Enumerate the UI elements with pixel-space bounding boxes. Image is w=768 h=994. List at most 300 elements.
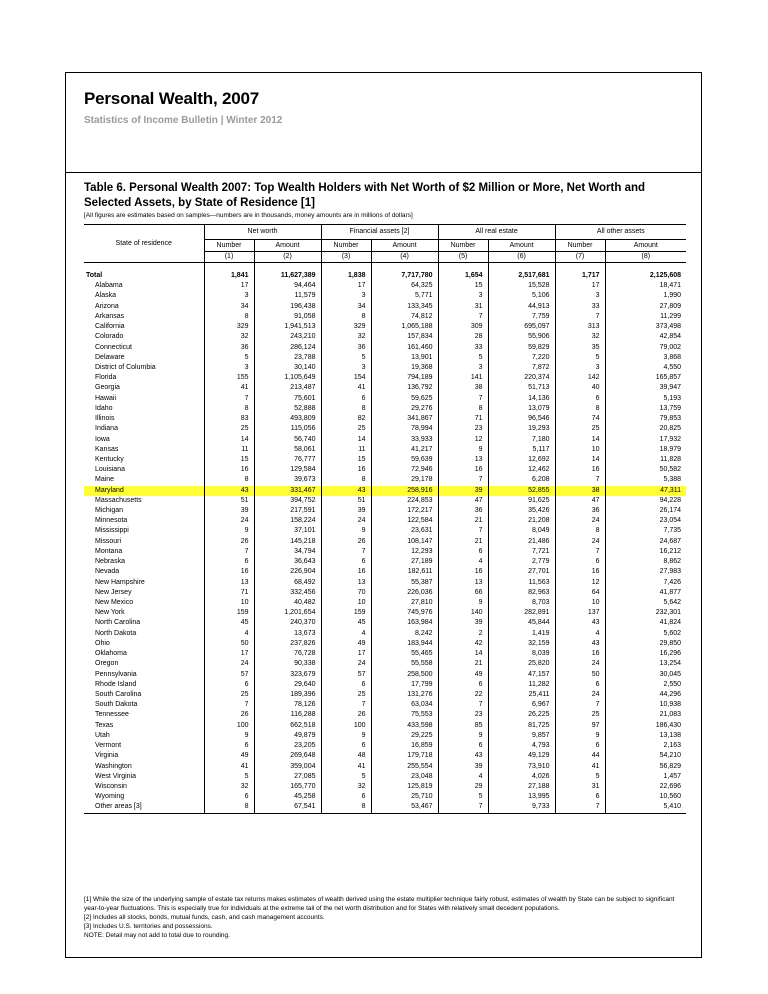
other-assets-amount: 8,862	[605, 557, 686, 567]
state-name: California	[95, 323, 125, 331]
financial-assets-amount: 64,325	[371, 281, 438, 291]
table-row	[84, 322, 686, 332]
net-worth-amount: 1,201,654	[254, 608, 321, 618]
financial-assets-amount: 182,611	[371, 567, 438, 577]
real-estate-amount: 19,293	[488, 424, 555, 434]
real-estate-amount: 59,829	[488, 343, 555, 353]
state-name: Louisiana	[95, 466, 125, 474]
net-worth-number: 45	[204, 618, 254, 628]
table-row	[84, 588, 686, 598]
state-name: Wisconsin	[95, 782, 127, 790]
real-estate-number: 21	[438, 537, 488, 547]
column-number: (5)	[438, 252, 488, 263]
financial-assets-number: 32	[321, 782, 371, 792]
real-estate-number: 7	[438, 700, 488, 710]
financial-assets-amount: 258,500	[371, 670, 438, 680]
table-row	[84, 741, 686, 751]
financial-assets-amount: 433,598	[371, 721, 438, 731]
real-estate-amount: 9,733	[488, 802, 555, 813]
financial-assets-number: 17	[321, 281, 371, 291]
other-assets-amount: 7,426	[605, 578, 686, 588]
state-name: Idaho	[95, 404, 113, 412]
real-estate-number: 42	[438, 639, 488, 649]
other-assets-amount: 27,809	[605, 302, 686, 312]
financial-assets-amount: 163,984	[371, 618, 438, 628]
net-worth-amount: 75,601	[254, 394, 321, 404]
other-assets-amount: 373,498	[605, 322, 686, 332]
table-row	[84, 506, 686, 516]
other-assets-amount: 2,125,608	[605, 271, 686, 281]
real-estate-number: 4	[438, 557, 488, 567]
net-worth-number: 15	[204, 455, 254, 465]
other-assets-number: 38	[555, 486, 605, 496]
financial-assets-amount: 16,859	[371, 741, 438, 751]
net-worth-amount: 30,140	[254, 363, 321, 373]
state-name: New Mexico	[95, 599, 134, 606]
financial-assets-amount: 1,065,188	[371, 322, 438, 332]
financial-assets-number: 26	[321, 537, 371, 547]
other-assets-number: 47	[555, 496, 605, 506]
real-estate-number: 12	[438, 435, 488, 445]
other-assets-number: 25	[555, 710, 605, 720]
net-worth-number: 11	[204, 445, 254, 455]
real-estate-amount: 7,180	[488, 435, 555, 445]
financial-assets-amount: 258,916	[371, 486, 438, 496]
table-row	[84, 353, 686, 363]
state-name: Iowa	[95, 435, 110, 443]
other-assets-number: 44	[555, 751, 605, 761]
document-subtitle: Statistics of Income Bulletin | Winter 2012	[84, 115, 283, 126]
amount-header: Amount	[254, 240, 321, 252]
real-estate-number: 6	[438, 680, 488, 690]
other-assets-amount: 5,642	[605, 598, 686, 608]
real-estate-amount: 26,225	[488, 710, 555, 720]
net-worth-amount: 269,648	[254, 751, 321, 761]
real-estate-amount: 27,701	[488, 567, 555, 577]
state-name: Florida	[95, 374, 117, 382]
financial-assets-number: 39	[321, 506, 371, 516]
group-header-other-assets: All other assets	[555, 225, 686, 240]
state-name: New York	[95, 609, 125, 617]
net-worth-number: 26	[204, 537, 254, 547]
financial-assets-amount: 133,345	[371, 302, 438, 312]
financial-assets-number: 24	[321, 516, 371, 526]
net-worth-amount: 68,492	[254, 578, 321, 588]
financial-assets-number: 15	[321, 455, 371, 465]
financial-assets-amount: 224,853	[371, 496, 438, 506]
real-estate-amount: 8,039	[488, 649, 555, 659]
real-estate-amount: 82,963	[488, 588, 555, 598]
real-estate-amount: 4,793	[488, 741, 555, 751]
real-estate-number: 7	[438, 526, 488, 536]
real-estate-amount: 2,779	[488, 557, 555, 567]
other-assets-amount: 3,868	[605, 353, 686, 363]
financial-assets-amount: 794,189	[371, 373, 438, 383]
state-name: North Carolina	[95, 619, 141, 627]
table-row	[84, 445, 686, 455]
table-row	[84, 700, 686, 710]
real-estate-number: 9	[438, 445, 488, 455]
real-estate-amount: 73,910	[488, 762, 555, 772]
table-row	[84, 383, 686, 393]
real-estate-number: 38	[438, 383, 488, 393]
real-estate-number: 23	[438, 710, 488, 720]
real-estate-amount: 695,097	[488, 322, 555, 332]
other-assets-amount: 1,990	[605, 291, 686, 301]
net-worth-number: 6	[204, 741, 254, 751]
state-name: Arizona	[95, 302, 119, 310]
real-estate-number: 6	[438, 547, 488, 557]
other-assets-number: 1,717	[555, 271, 605, 281]
financial-assets-number: 10	[321, 598, 371, 608]
table-row	[84, 404, 686, 414]
net-worth-number: 39	[204, 506, 254, 516]
net-worth-amount: 237,826	[254, 639, 321, 649]
real-estate-amount: 51,713	[488, 383, 555, 393]
net-worth-number: 14	[204, 435, 254, 445]
real-estate-number: 29	[438, 782, 488, 792]
real-estate-amount: 12,462	[488, 465, 555, 475]
financial-assets-amount: 74,812	[371, 312, 438, 322]
other-assets-amount: 16,296	[605, 649, 686, 659]
net-worth-amount: 145,218	[254, 537, 321, 547]
real-estate-number: 85	[438, 721, 488, 731]
net-worth-amount: 13,673	[254, 629, 321, 639]
document-page	[65, 72, 702, 958]
financial-assets-amount: 108,147	[371, 537, 438, 547]
net-worth-number: 8	[204, 802, 254, 813]
other-assets-number: 74	[555, 414, 605, 424]
financial-assets-amount: 17,799	[371, 680, 438, 690]
column-number: (7)	[555, 252, 605, 263]
state-name: Illinois	[95, 415, 115, 423]
financial-assets-amount: 157,834	[371, 332, 438, 342]
other-assets-number: 7	[555, 312, 605, 322]
financial-assets-number: 41	[321, 762, 371, 772]
net-worth-number: 25	[204, 424, 254, 434]
net-worth-number: 71	[204, 588, 254, 598]
financial-assets-number: 45	[321, 618, 371, 628]
real-estate-amount: 35,426	[488, 506, 555, 516]
other-assets-amount: 11,299	[605, 312, 686, 322]
net-worth-number: 7	[204, 700, 254, 710]
table-row	[84, 302, 686, 312]
real-estate-amount: 13,995	[488, 792, 555, 802]
financial-assets-number: 7	[321, 547, 371, 557]
other-assets-number: 97	[555, 721, 605, 731]
net-worth-amount: 78,126	[254, 700, 321, 710]
real-estate-number: 1,654	[438, 271, 488, 281]
real-estate-number: 3	[438, 363, 488, 373]
net-worth-amount: 240,370	[254, 618, 321, 628]
other-assets-amount: 41,824	[605, 618, 686, 628]
real-estate-amount: 81,725	[488, 721, 555, 731]
table-row	[84, 639, 686, 649]
real-estate-amount: 44,913	[488, 302, 555, 312]
real-estate-number: 14	[438, 649, 488, 659]
financial-assets-amount: 161,460	[371, 343, 438, 353]
real-estate-amount: 91,625	[488, 496, 555, 506]
real-estate-number: 9	[438, 598, 488, 608]
other-assets-number: 40	[555, 383, 605, 393]
state-name: Vermont	[95, 742, 122, 750]
column-number: (3)	[321, 252, 371, 263]
net-worth-number: 17	[204, 649, 254, 659]
real-estate-amount: 11,563	[488, 578, 555, 588]
real-estate-number: 66	[438, 588, 488, 598]
financial-assets-amount: 19,368	[371, 363, 438, 373]
other-assets-amount: 10,560	[605, 792, 686, 802]
financial-assets-amount: 8,242	[371, 629, 438, 639]
other-assets-amount: 4,550	[605, 363, 686, 373]
financial-assets-number: 41	[321, 383, 371, 393]
state-name: Massachusetts	[95, 496, 142, 504]
footnote: NOTE: Detail may not add to total due to rounding.	[84, 932, 230, 939]
net-worth-amount: 37,101	[254, 526, 321, 536]
other-assets-amount: 79,853	[605, 414, 686, 424]
net-worth-amount: 1,105,649	[254, 373, 321, 383]
financial-assets-number: 82	[321, 414, 371, 424]
net-worth-number: 159	[204, 608, 254, 618]
other-assets-amount: 5,410	[605, 802, 686, 813]
financial-assets-amount: 7,717,780	[371, 271, 438, 281]
financial-assets-amount: 745,976	[371, 608, 438, 618]
other-assets-number: 10	[555, 598, 605, 608]
net-worth-number: 26	[204, 710, 254, 720]
state-name: West Virginia	[95, 772, 136, 780]
real-estate-number: 21	[438, 659, 488, 669]
real-estate-amount: 52,855	[488, 486, 555, 496]
financial-assets-number: 11	[321, 445, 371, 455]
other-assets-number: 6	[555, 394, 605, 404]
table-row	[84, 496, 686, 506]
state-name: South Carolina	[95, 690, 142, 698]
table-row	[84, 629, 686, 639]
state-column-header: State of residence	[84, 225, 204, 263]
other-assets-amount: 29,850	[605, 639, 686, 649]
net-worth-amount: 11,627,389	[254, 271, 321, 281]
table-row	[84, 649, 686, 659]
net-worth-amount: 40,482	[254, 598, 321, 608]
other-assets-number: 7	[555, 802, 605, 813]
other-assets-amount: 7,735	[605, 526, 686, 536]
state-name: Oregon	[95, 660, 119, 668]
real-estate-number: 6	[438, 741, 488, 751]
financial-assets-number: 1,838	[321, 271, 371, 281]
financial-assets-number: 3	[321, 291, 371, 301]
table-row	[84, 608, 686, 618]
other-assets-amount: 13,254	[605, 659, 686, 669]
table-row	[84, 291, 686, 301]
table-row	[84, 618, 686, 628]
financial-assets-amount: 29,178	[371, 475, 438, 485]
state-name: South Dakota	[95, 701, 138, 709]
table-row	[84, 526, 686, 536]
net-worth-number: 83	[204, 414, 254, 424]
real-estate-amount: 13,079	[488, 404, 555, 414]
state-name: Mississippi	[95, 527, 129, 535]
net-worth-amount: 493,809	[254, 414, 321, 424]
table-row	[84, 475, 686, 485]
financial-assets-amount: 131,276	[371, 690, 438, 700]
net-worth-number: 32	[204, 782, 254, 792]
other-assets-amount: 27,983	[605, 567, 686, 577]
net-worth-number: 41	[204, 383, 254, 393]
net-worth-number: 7	[204, 547, 254, 557]
real-estate-number: 23	[438, 424, 488, 434]
footnote: [3] Includes U.S. territories and possessions.	[84, 923, 213, 930]
state-name: District of Columbia	[95, 363, 156, 371]
other-assets-amount: 11,828	[605, 455, 686, 465]
table-row	[84, 343, 686, 353]
real-estate-number: 28	[438, 332, 488, 342]
net-worth-amount: 39,673	[254, 475, 321, 485]
real-estate-amount: 21,486	[488, 537, 555, 547]
financial-assets-amount: 33,933	[371, 435, 438, 445]
other-assets-amount: 232,301	[605, 608, 686, 618]
real-estate-amount: 49,129	[488, 751, 555, 761]
state-name: Indiana	[95, 425, 118, 433]
real-estate-amount: 96,546	[488, 414, 555, 424]
wealth-table	[84, 224, 686, 814]
net-worth-amount: 213,487	[254, 383, 321, 393]
other-assets-number: 6	[555, 557, 605, 567]
other-assets-amount: 13,138	[605, 731, 686, 741]
real-estate-amount: 55,906	[488, 332, 555, 342]
financial-assets-amount: 53,467	[371, 802, 438, 813]
state-name: Kentucky	[95, 455, 124, 463]
other-assets-amount: 39,947	[605, 383, 686, 393]
financial-assets-amount: 5,771	[371, 291, 438, 301]
state-name: Minnesota	[95, 517, 128, 525]
financial-assets-amount: 63,034	[371, 700, 438, 710]
other-assets-number: 24	[555, 690, 605, 700]
other-assets-number: 10	[555, 445, 605, 455]
financial-assets-number: 17	[321, 649, 371, 659]
table-row	[84, 332, 686, 342]
other-assets-number: 14	[555, 455, 605, 465]
other-assets-number: 24	[555, 516, 605, 526]
financial-assets-number: 8	[321, 475, 371, 485]
financial-assets-number: 26	[321, 710, 371, 720]
net-worth-number: 8	[204, 475, 254, 485]
number-header: Number	[555, 240, 605, 252]
state-name: Alabama	[95, 282, 123, 290]
other-assets-number: 7	[555, 700, 605, 710]
state-name: Hawaii	[95, 394, 117, 402]
financial-assets-amount: 183,944	[371, 639, 438, 649]
footnote: [1] While the size of the underlying sample of estate tax returns makes estimates of wealth derived using the estate multiplier technique fairly robust, estimates of wealth by State can be subject to significant year-to-year fluctuations. This is especially true for individuals at the extreme tail of the net worth distribution and for States with relatively small decedent populations.	[84, 896, 675, 912]
real-estate-amount: 220,374	[488, 373, 555, 383]
net-worth-number: 24	[204, 659, 254, 669]
state-name: Alaska	[95, 292, 117, 300]
table-row	[84, 762, 686, 772]
state-name: Other areas [3]	[84, 802, 204, 813]
net-worth-number: 4	[204, 629, 254, 639]
table-row	[84, 486, 686, 496]
group-header-net-worth: Net worth	[204, 225, 321, 240]
other-assets-amount: 94,228	[605, 496, 686, 506]
table-row	[84, 578, 686, 588]
net-worth-number: 1,841	[204, 271, 254, 281]
state-name: Nevada	[95, 568, 120, 576]
state-name: Kansas	[95, 445, 119, 453]
real-estate-number: 2	[438, 629, 488, 639]
table-row	[84, 782, 686, 792]
other-assets-number: 24	[555, 537, 605, 547]
group-header-financial-assets: Financial assets [2]	[321, 225, 438, 240]
net-worth-number: 36	[204, 343, 254, 353]
real-estate-number: 13	[438, 455, 488, 465]
financial-assets-amount: 59,639	[371, 455, 438, 465]
net-worth-number: 5	[204, 772, 254, 782]
net-worth-number: 9	[204, 731, 254, 741]
financial-assets-amount: 59,625	[371, 394, 438, 404]
table-row	[84, 710, 686, 720]
financial-assets-number: 8	[321, 404, 371, 414]
financial-assets-number: 24	[321, 659, 371, 669]
other-assets-amount: 5,193	[605, 394, 686, 404]
financial-assets-number: 6	[321, 557, 371, 567]
state-name: Texas	[95, 721, 114, 729]
number-header: Number	[321, 240, 371, 252]
other-assets-amount: 2,163	[605, 741, 686, 751]
table-row	[84, 455, 686, 465]
financial-assets-amount: 75,553	[371, 710, 438, 720]
other-assets-number: 12	[555, 578, 605, 588]
table-body	[84, 271, 686, 813]
state-name: Total	[86, 272, 103, 279]
other-assets-amount: 54,210	[605, 751, 686, 761]
table-row	[84, 772, 686, 782]
other-assets-amount: 23,054	[605, 516, 686, 526]
net-worth-amount: 323,679	[254, 670, 321, 680]
real-estate-number: 36	[438, 506, 488, 516]
state-name: Missouri	[95, 537, 122, 545]
financial-assets-amount: 29,276	[371, 404, 438, 414]
table-row	[84, 557, 686, 567]
other-assets-amount: 5,388	[605, 475, 686, 485]
other-assets-number: 142	[555, 373, 605, 383]
amount-header: Amount	[605, 240, 686, 252]
financial-assets-amount: 27,810	[371, 598, 438, 608]
state-name: Connecticut	[95, 343, 132, 351]
other-assets-amount: 1,457	[605, 772, 686, 782]
financial-assets-number: 5	[321, 772, 371, 782]
net-worth-amount: 11,579	[254, 291, 321, 301]
state-name: Nebraska	[95, 558, 125, 566]
financial-assets-number: 25	[321, 690, 371, 700]
net-worth-amount: 52,888	[254, 404, 321, 414]
financial-assets-number: 51	[321, 496, 371, 506]
real-estate-amount: 4,026	[488, 772, 555, 782]
state-name: Maine	[95, 476, 115, 484]
other-assets-amount: 18,979	[605, 445, 686, 455]
financial-assets-number: 8	[321, 802, 371, 813]
net-worth-number: 57	[204, 670, 254, 680]
state-name: Ohio	[95, 639, 110, 647]
table-row	[84, 731, 686, 741]
other-assets-amount: 24,687	[605, 537, 686, 547]
financial-assets-amount: 29,225	[371, 731, 438, 741]
net-worth-number: 34	[204, 302, 254, 312]
state-name: Virginia	[95, 752, 119, 760]
net-worth-number: 6	[204, 792, 254, 802]
real-estate-number: 39	[438, 618, 488, 628]
page-header	[66, 73, 701, 173]
other-assets-number: 36	[555, 506, 605, 516]
other-assets-amount: 41,877	[605, 588, 686, 598]
